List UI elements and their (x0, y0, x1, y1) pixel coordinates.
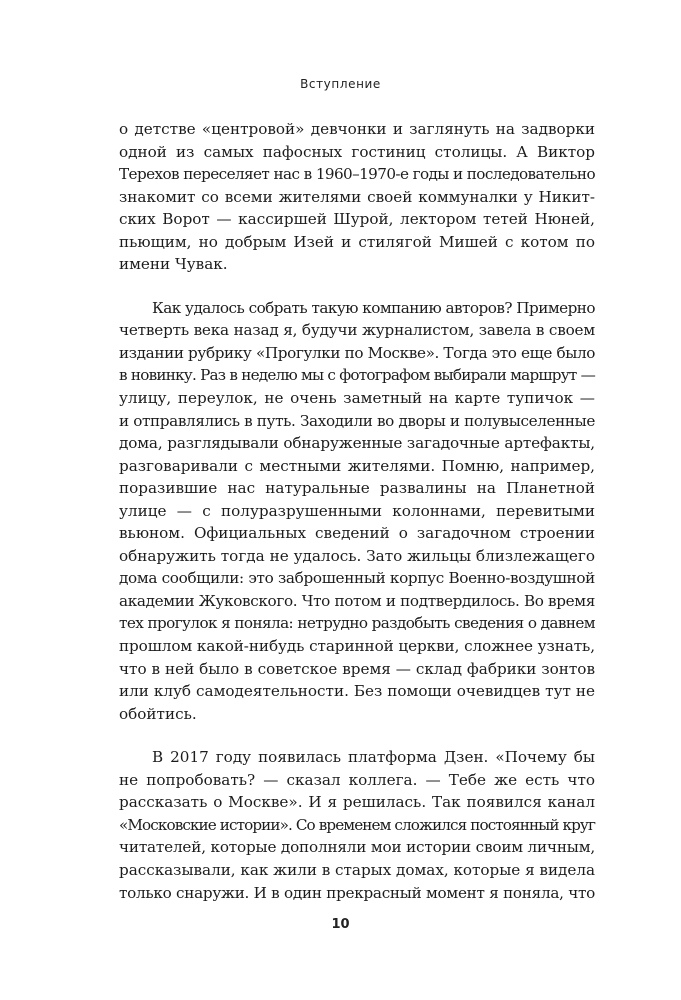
body-text (119, 118, 595, 904)
text-line: дома сообщили: это заброшенный корпус Военно-воздушной (119, 569, 595, 588)
text-line: дома, разглядывали обнаруженные загадочные артефакты, (119, 434, 595, 453)
text-line: рассказать о Москве». И я решилась. Так появился канал (119, 793, 595, 812)
text-line: в новинку. Раз в неделю мы с фотографом выбирали маршрут — (119, 366, 595, 385)
text-line: улице — с полуразрушенными колоннами, перевитыми (119, 501, 595, 520)
text-line: улицу, переулок, не очень заметный на карте тупичок — (119, 389, 595, 408)
text-line: не попробовать? — сказал коллега. — Тебе же есть что (119, 770, 595, 789)
text-line: четверть века назад я, будучи журналистом, завела в своем (119, 321, 595, 340)
text-line: ских Ворот — кассиршей Шурой, лектором тетей Нюней, (119, 210, 595, 229)
text-line: прошлом какой-нибудь старинной церкви, сложнее узнать, (119, 637, 595, 656)
text-line: и отправлялись в путь. Заходили во дворы и полувыселенные (119, 411, 595, 430)
paragraph-2 (119, 297, 595, 725)
text-line: обнаружить тогда не удалось. Зато жильцы близлежащего (119, 546, 595, 565)
text-line: одной из самых пафосных гостиниц столицы. А Виктор (119, 142, 595, 161)
text-line: рассказывали, как жили в старых домах, которые я видела (119, 860, 595, 879)
page-number: 10 (331, 917, 350, 932)
text-line: «Московские истории». Со временем сложился постоянный круг (119, 815, 595, 834)
text-line: только снаружи. И в один прекрасный момент я поняла, что (119, 883, 595, 902)
text-line: издании рубрику «Прогулки по Москве». Тогда это еще было (119, 343, 595, 362)
text-line: о детстве «центровой» девчонки и заглянуть на задворки (119, 120, 595, 138)
text-line: вьюном. Официальных сведений о загадочном строении (119, 524, 595, 543)
text-line: что в ней было в советское время — склад фабрики зонтов (119, 659, 595, 678)
text-line: академии Жуковского. Что потом и подтвердилось. Во время (119, 591, 595, 610)
text-line: Терехов переселяет нас в 1960–1970-е годы и последовательно (119, 165, 595, 184)
text-line: Как удалось собрать такую компанию авторов? Примерно (152, 298, 595, 317)
paragraph-3 (119, 746, 595, 904)
text-line: или клуб самодеятельности. Без помощи очевидцев тут не (119, 682, 595, 701)
running-head: Вступление (300, 77, 381, 91)
text-line: обойтись. (119, 704, 197, 723)
text-line: поразившие нас натуральные развалины на Планетной (119, 479, 595, 498)
text-line: имени Чувак. (119, 255, 228, 274)
text-line: тех прогулок я поняла: нетрудно раздобыть сведения о давнем (119, 614, 595, 633)
text-line: пьющим, но добрым Изей и стилягой Мишей с котом по (119, 232, 595, 251)
text-line: В 2017 году появилась платформа Дзен. «Почему бы (152, 748, 595, 767)
text-line: знакомит со всеми жителями своей коммуналки у Никит- (119, 187, 595, 206)
text-line: разговаривали с местными жителями. Помню, например, (119, 456, 595, 475)
paragraph-1 (119, 118, 595, 276)
text-line: читателей, которые дополняли мои истории своим личным, (119, 838, 595, 857)
